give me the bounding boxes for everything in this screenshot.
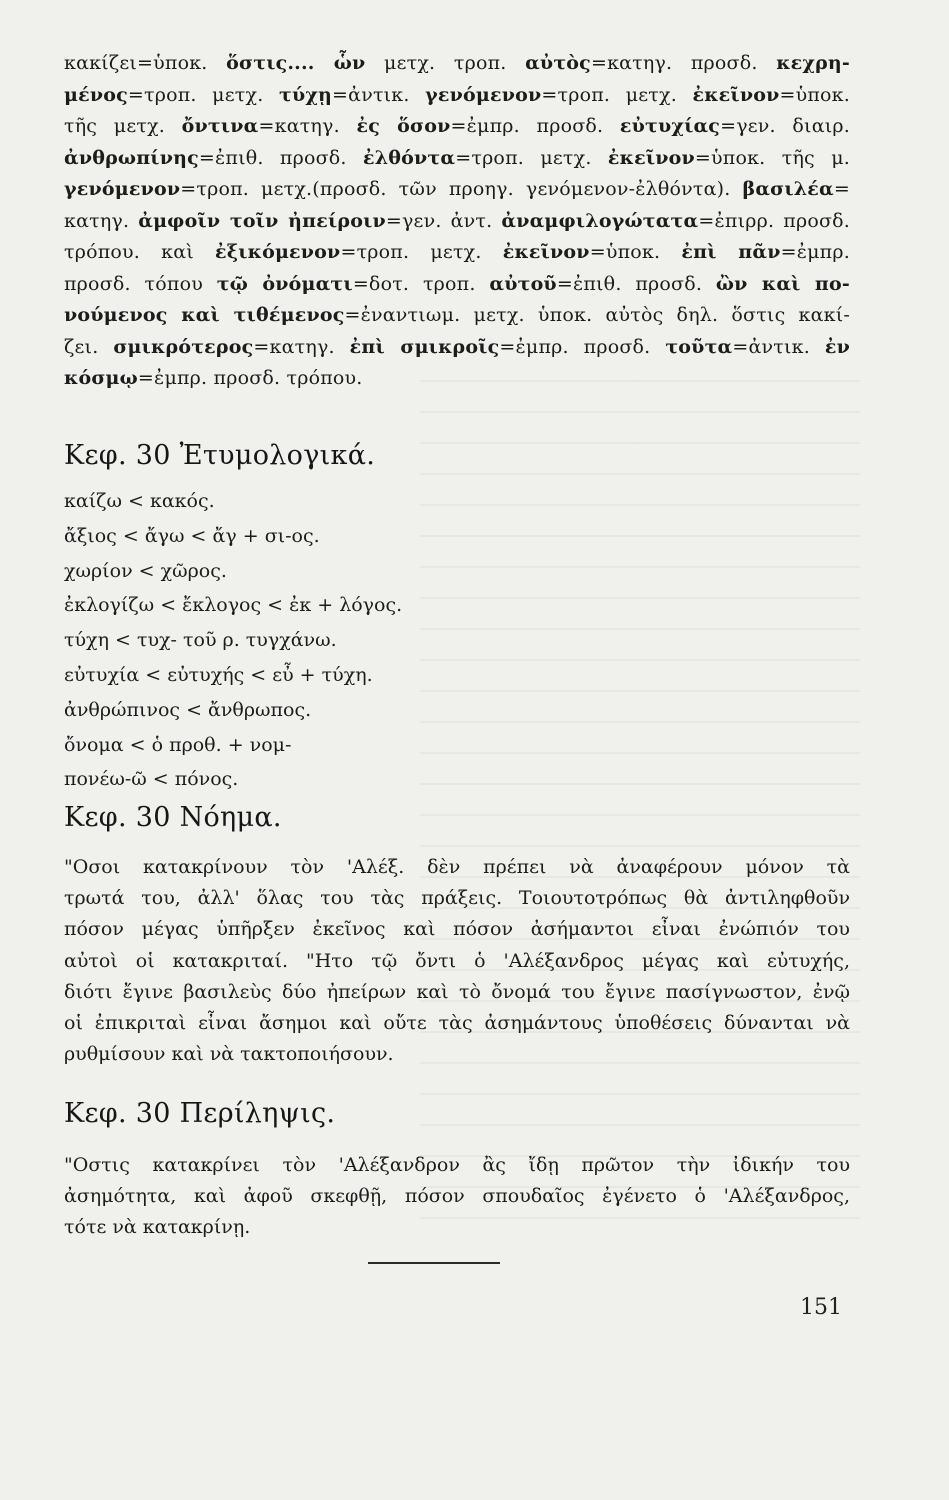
grammar-term: ἐκεῖνον <box>692 83 780 106</box>
grammar-analysis-block <box>64 48 850 395</box>
grammar-line <box>64 80 850 112</box>
grammar-annotation: =τροπ. μετχ. <box>541 83 693 106</box>
grammar-annotation: =ἐμπρ. προσδ. <box>450 115 620 137</box>
show-through-text <box>420 380 860 1240</box>
grammar-annotation: =τροπ. μετχ. <box>455 146 608 169</box>
grammar-line <box>64 206 850 238</box>
grammar-term: γενόμενον <box>425 83 542 106</box>
grammar-term: ἐκεῖνον <box>502 241 590 263</box>
etymology-line: τύχη < τυχ- τοῦ ρ. τυγχάνω. <box>64 629 337 652</box>
summary-line: τότε νὰ κατακρίνῃ. <box>64 1216 251 1239</box>
etymology-line: χωρίον < χῶρος. <box>64 559 227 582</box>
grammar-term: τοῦτα <box>665 335 733 358</box>
meaning-line: "Οσοι κατακρίνουν τὸν 'Αλέξ. δὲν πρέπει νὰ ἀναφέρουν μόνον τὰ <box>64 856 850 878</box>
grammar-annotation: ζει. <box>64 335 114 358</box>
heading-meaning: Κεφ. 30 Νόημα. <box>64 802 282 833</box>
grammar-annotation: =ἐπιθ. προσδ. <box>556 272 716 295</box>
grammar-line <box>64 300 850 332</box>
grammar-term: ἐς ὅσον <box>356 115 451 137</box>
grammar-annotation: =ἐπιθ. προσδ. <box>198 146 364 169</box>
grammar-line <box>64 174 850 206</box>
grammar-annotation: =κατηγ. προσδ. <box>590 52 777 74</box>
grammar-annotation: μετχ. τροπ. <box>365 52 526 74</box>
grammar-term: εὐτυχίας <box>619 115 721 137</box>
grammar-term: ἀμφοῖν τοῖν ἠπείροιν <box>138 209 386 232</box>
grammar-term: αὐτὸς <box>525 52 591 74</box>
grammar-term: ὢν καὶ πο- <box>715 272 850 295</box>
etymology-line: ἐκλογίζω < ἔκλογος < ἐκ + λόγος. <box>64 594 403 617</box>
grammar-annotation: =ἐναντιωμ. μετχ. ὑποκ. αὐτὸς δηλ. ὅστις κακί- <box>344 304 850 326</box>
meaning-line: διότι ἔγινε βασιλεὺς δύο ἠπείρων καὶ τὸ ὄνομά του ἔγινε πασίγνωστον, ἐνῷ <box>64 980 850 1003</box>
meaning-line: ρυθμίσουν καὶ νὰ τακτοποιήσουν. <box>64 1043 394 1066</box>
grammar-term: κεχρη- <box>776 52 850 74</box>
grammar-line <box>64 237 850 269</box>
grammar-term: ἀνθρωπίνης <box>64 146 199 169</box>
grammar-term: αὐτοῦ <box>489 272 557 295</box>
heading-etymology: Κεφ. 30 Ἐτυμολογικά. <box>64 440 376 471</box>
meaning-paragraph <box>64 852 850 1070</box>
etymology-list <box>64 484 402 797</box>
grammar-term: τῷ ὀνόματι <box>216 272 353 295</box>
meaning-line: πόσον μέγας ὑπῆρξεν ἐκεῖνος καὶ πόσον ἀσήμαντοι εἶναι ἐνώπιόν του <box>64 918 850 941</box>
page-number: 151 <box>800 1295 842 1320</box>
grammar-annotation: =ὑποκ. <box>779 83 850 106</box>
grammar-annotation: =γεν. διαιρ. <box>720 115 850 137</box>
grammar-annotation: =ὑποκ. <box>589 241 682 263</box>
etymology-line: ὄνομα < ὁ προθ. + νομ- <box>64 733 292 756</box>
grammar-term: ἐν <box>824 335 850 358</box>
grammar-annotation: = <box>833 178 850 200</box>
grammar-line <box>64 48 850 80</box>
grammar-annotation: κατηγ. <box>64 209 139 232</box>
grammar-annotation: =τροπ. μετχ. <box>340 241 503 263</box>
grammar-line <box>64 363 850 395</box>
grammar-annotation: =κατηγ. <box>253 335 350 358</box>
grammar-term: ἐξικόμενον <box>215 241 341 263</box>
grammar-annotation: τῆς μετχ. <box>64 115 182 137</box>
section-divider-rule <box>368 1262 500 1264</box>
grammar-term: ἐπὶ σμικροῖς <box>349 335 500 358</box>
summary-paragraph <box>64 1150 850 1244</box>
grammar-annotation: =ἀντικ. <box>732 335 825 358</box>
grammar-line <box>64 111 850 143</box>
grammar-term: σμικρότερος <box>113 335 254 358</box>
grammar-term: κόσμῳ <box>64 367 138 389</box>
grammar-line <box>64 143 850 175</box>
meaning-line: τρωτά του, ἀλλ' ὅλας του τὰς πράξεις. Τοιουτοτρόπως θὰ ἀντιληφθοῦν <box>64 887 850 910</box>
grammar-annotation: =ἐμπρ. προσδ. <box>499 335 666 358</box>
grammar-term: ἐπὶ πᾶν <box>681 241 781 263</box>
etymology-line: ἄξιος < ἄγω < ἄγ + σι-ος. <box>64 524 320 547</box>
grammar-term: βασιλέα <box>742 178 834 200</box>
grammar-line <box>64 269 850 301</box>
summary-line: "Οστις κατακρίνει τὸν 'Αλέξανδρον ἂς ἴδῃ πρῶτον τὴν ἰδικήν του <box>64 1154 850 1176</box>
grammar-term: γενόμενον <box>64 178 181 200</box>
grammar-annotation: =κατηγ. <box>258 115 357 137</box>
meaning-line: οἱ ἐπικριταὶ εἶναι ἄσημοι καὶ οὔτε τὰς ἀσημάντους ὑποθέσεις δύνανται νὰ <box>64 1012 850 1035</box>
summary-line: ἀσημότητα, καὶ ἀφοῦ σκεφθῇ, πόσον σπουδαῖος ἐγένετο ὁ 'Αλέξανδρος, <box>64 1185 850 1208</box>
etymology-line: πονέω-ῶ < πόνος. <box>64 768 239 791</box>
grammar-annotation: =δοτ. τροπ. <box>352 272 490 295</box>
grammar-term: ἀναμφιλογώτατα <box>501 209 699 232</box>
grammar-annotation: κακίζει=ὑποκ. <box>64 52 227 74</box>
grammar-annotation: =ἐπιρρ. προσδ. <box>698 209 850 232</box>
grammar-term: ὄντινα <box>181 115 259 137</box>
etymology-line: καίζω < κακός. <box>64 490 215 512</box>
grammar-term: ἐκεῖνον <box>607 146 695 169</box>
grammar-term: ἐλθόντα <box>363 146 456 169</box>
grammar-annotation: =τροπ. μετχ. <box>127 83 279 106</box>
heading-summary: Κεφ. 30 Περίληψις. <box>64 1098 336 1129</box>
grammar-term: ὅστις.... ὧν <box>226 52 366 74</box>
grammar-annotation: =ἀντικ. <box>332 83 426 106</box>
grammar-annotation: =ἐμπρ. προσδ. τρόπου. <box>137 367 363 389</box>
grammar-annotation: =ἐμπρ. <box>780 241 850 263</box>
grammar-annotation: τρόπου. καὶ <box>64 241 216 263</box>
grammar-annotation: προσδ. τόπου <box>64 272 217 295</box>
grammar-annotation: =γεν. ἀντ. <box>385 209 502 232</box>
grammar-term: τύχῃ <box>278 83 333 106</box>
grammar-term: μένος <box>64 83 128 106</box>
grammar-term: νούμενος καὶ τιθέμενος <box>64 304 345 326</box>
meaning-line: αὐτοὶ οἱ κατακριταί. "Ητο τῷ ὄντι ὁ 'Αλέξανδρος μέγας καὶ εὐτυχής, <box>64 949 850 972</box>
etymology-line: ἀνθρώπινος < ἄνθρωπος. <box>64 698 312 721</box>
grammar-annotation: =τροπ. μετχ.(προσδ. τῶν προηγ. γενόμενον-ἐλθόντα). <box>180 178 743 200</box>
grammar-line <box>64 332 850 364</box>
grammar-annotation: =ὑποκ. τῆς μ. <box>694 146 850 169</box>
etymology-line: εὐτυχία < εὐτυχής < εὖ + τύχη. <box>64 663 373 686</box>
